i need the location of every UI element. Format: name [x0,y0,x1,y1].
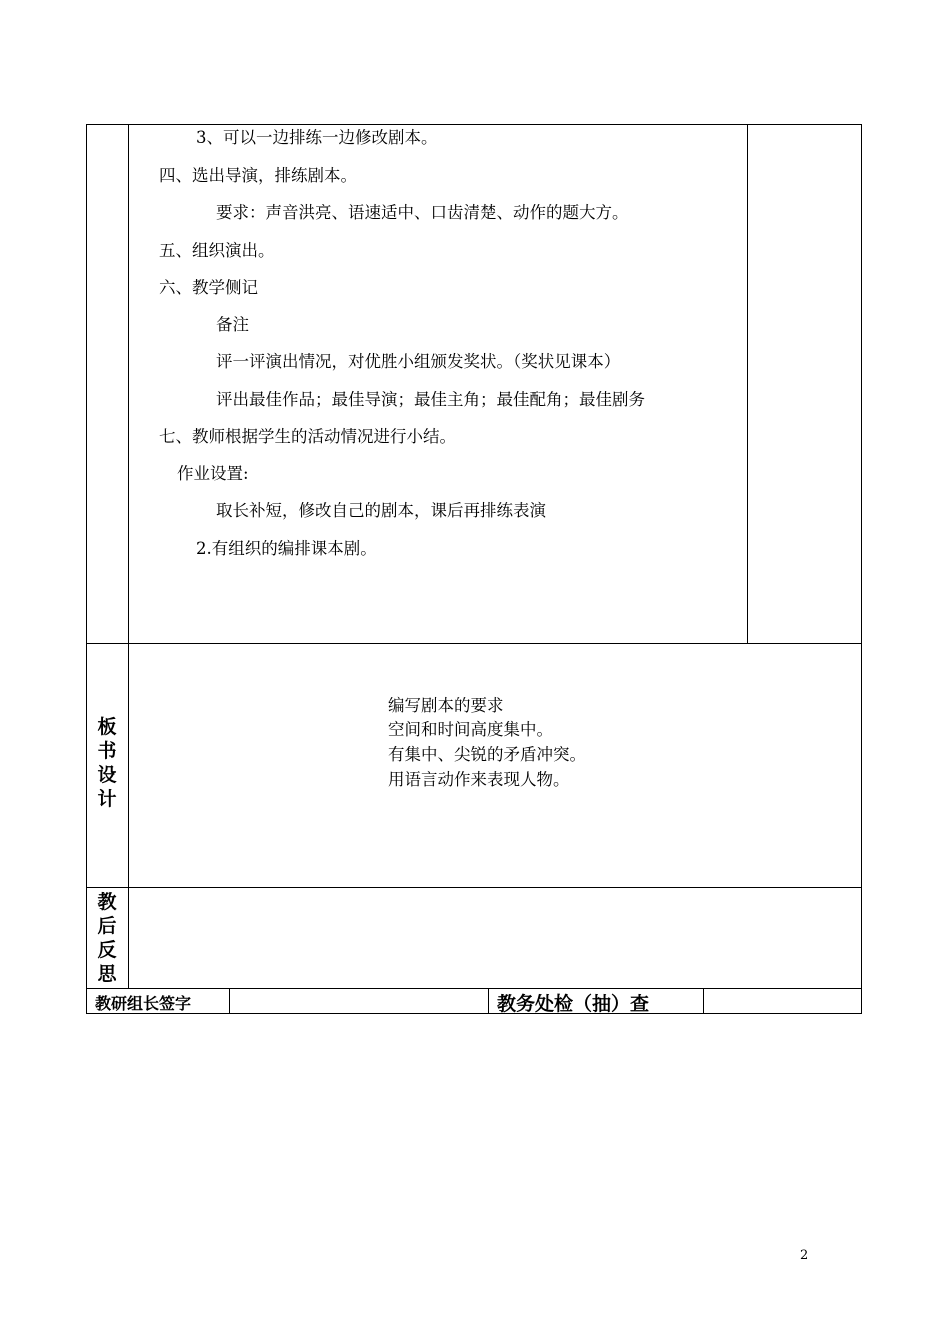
content-line: 六、教学侧记 [159,278,258,297]
board-line: 空间和时间高度集中。 [388,720,553,739]
content-line: 评出最佳作品；最佳导演；最佳主角；最佳配角；最佳剧务 [216,390,645,409]
content-line: 五、组织演出。 [159,241,275,260]
content-line: 备注 [216,315,249,334]
content-line: 2.有组织的编排课本剧。 [196,539,377,558]
check-label: 教务处检（抽）查 [497,993,650,1015]
page-number: 2 [800,1248,809,1263]
board-design-label: 板 书 设 计 [97,716,117,810]
content-line: 评一评演出情况，对优胜小组颁发奖状。（奖状见课本） [216,352,621,371]
content-line: 七、教师根据学生的活动情况进行小结。 [159,427,456,446]
board-line: 有集中、尖锐的矛盾冲突。 [388,745,586,764]
content-line: 要求：声音洪亮、语速适中、口齿清楚、动作的题大方。 [216,203,629,222]
content-line: 作业设置: [177,464,249,483]
board-line: 用语言动作来表现人物。 [388,770,570,789]
board-line: 编写剧本的要求 [388,696,504,715]
content-line: 四、选出导演，排练剧本。 [159,166,357,185]
content-line: 3、可以一边排练一边修改剧本。 [196,128,438,147]
reflection-label: 教 后 反 思 [97,891,117,985]
leader-sign-label: 教研组长签字 [95,994,192,1013]
content-line: 取长补短，修改自己的剧本，课后再排练表演 [216,501,546,520]
